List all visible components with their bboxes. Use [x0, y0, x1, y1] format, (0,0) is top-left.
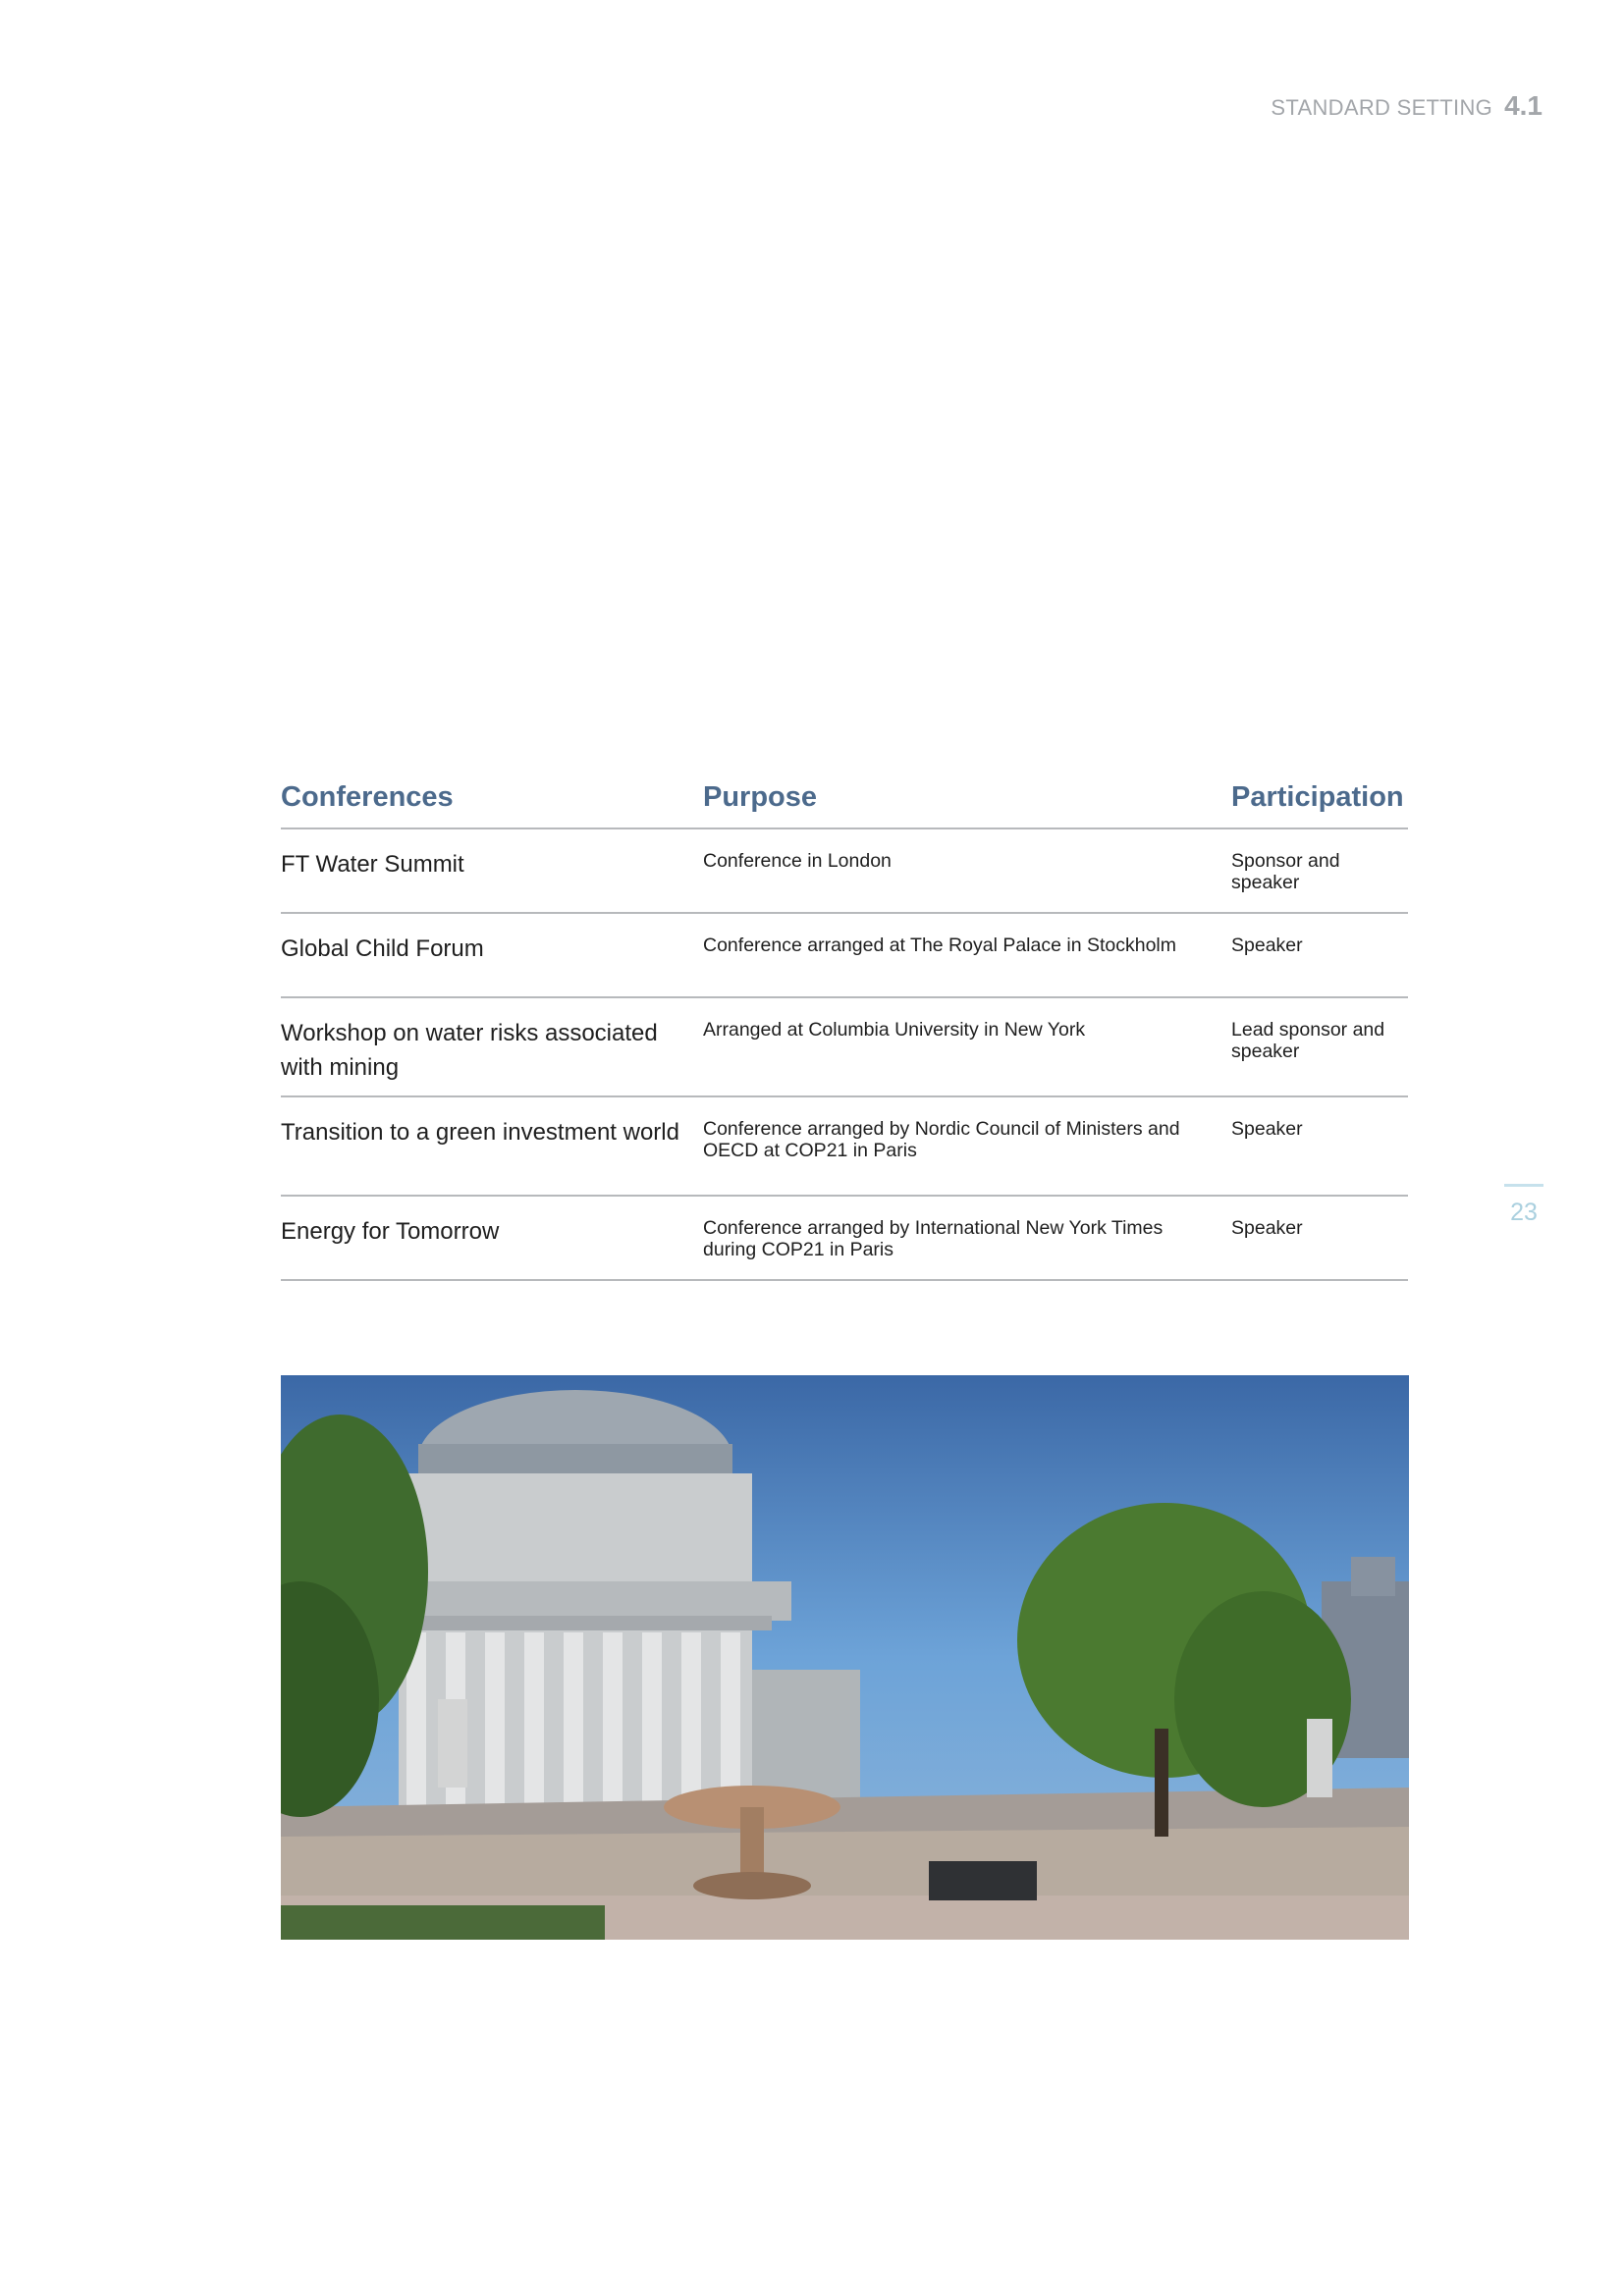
conference-purpose: Conference in London [703, 850, 892, 872]
conference-name: Global Child Forum [281, 935, 484, 962]
conference-participation: Lead sponsor and speaker [1231, 1019, 1385, 1062]
table-row [281, 1197, 1408, 1281]
table-header-row [281, 766, 1408, 829]
section-number: 4.1 [1504, 90, 1543, 121]
page-number: 23 [1510, 1199, 1538, 1226]
conference-name: Transition to a green investment world [281, 1119, 679, 1146]
section-title: STANDARD SETTING [1271, 95, 1493, 120]
conference-participation: Sponsor and speaker [1231, 850, 1340, 893]
conference-name: Energy for Tomorrow [281, 1218, 500, 1245]
conference-purpose: Conference arranged by Nordic Council of Ministers and OECD at COP21 in Paris [703, 1118, 1180, 1161]
table-row [281, 829, 1408, 914]
library-building-photo [281, 1375, 1409, 1940]
conference-participation: Speaker [1231, 934, 1303, 956]
table-row [281, 914, 1408, 998]
running-header [1271, 90, 1543, 122]
table-row [281, 998, 1408, 1097]
table-row [281, 1097, 1408, 1197]
conference-purpose: Conference arranged at The Royal Palace in Stockholm [703, 934, 1176, 956]
conference-purpose: Arranged at Columbia University in New York [703, 1019, 1086, 1041]
conference-name: FT Water Summit [281, 851, 464, 878]
conference-participation: Speaker [1231, 1118, 1303, 1140]
column-header-participation: Participation [1231, 781, 1404, 813]
column-header-conferences: Conferences [281, 781, 454, 813]
conference-participation: Speaker [1231, 1217, 1303, 1239]
conferences-table [281, 766, 1408, 1281]
conference-name: Workshop on water risks associated with mining [281, 1020, 658, 1081]
page-number-marker [1504, 1184, 1543, 1227]
column-header-purpose: Purpose [703, 781, 818, 813]
page-number-rule [1504, 1184, 1543, 1187]
conference-purpose: Conference arranged by International New York Times during COP21 in Paris [703, 1217, 1164, 1260]
